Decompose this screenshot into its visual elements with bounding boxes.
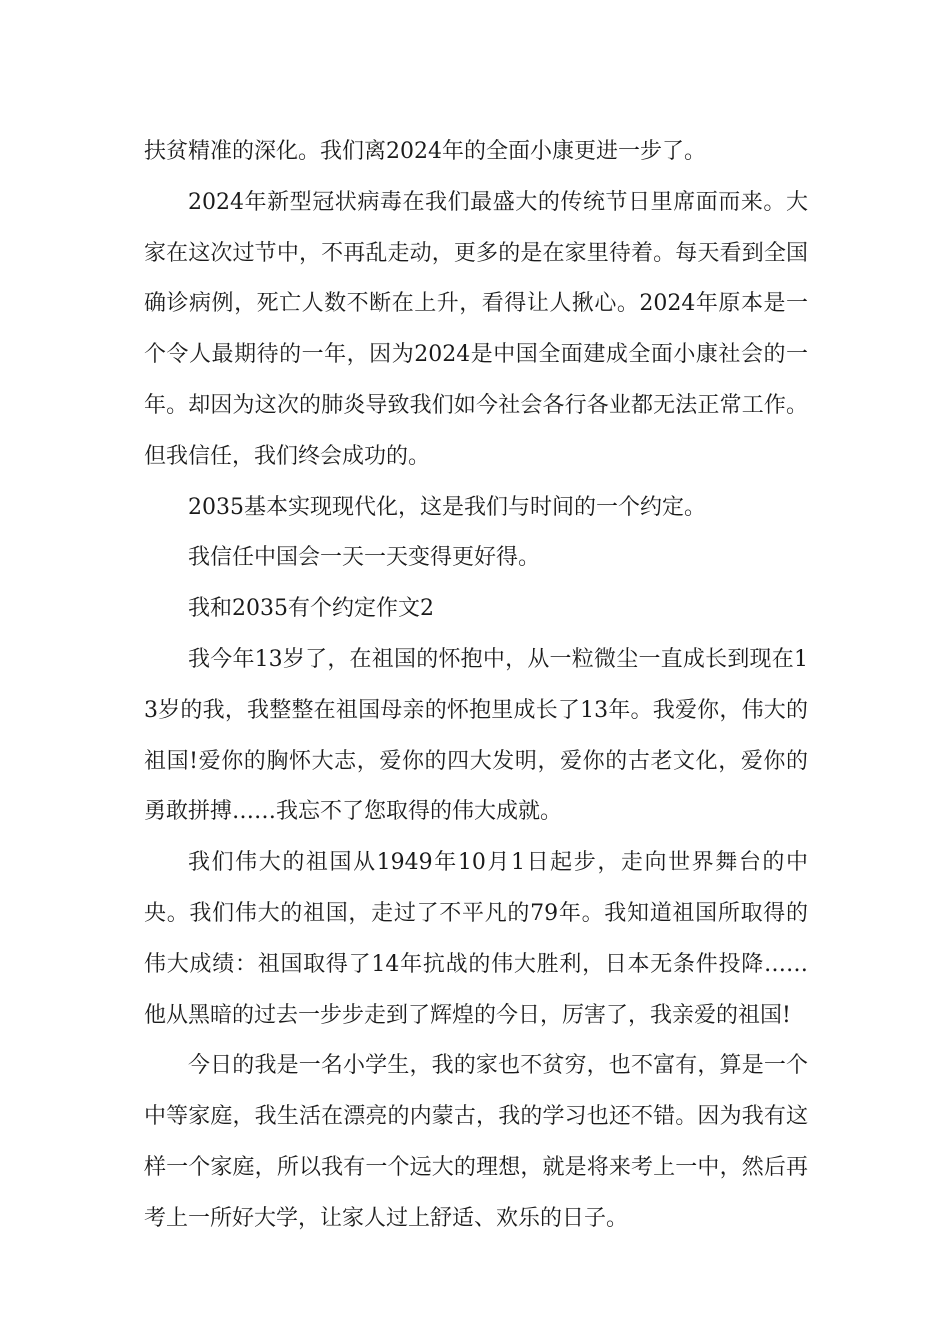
essay-heading: 我和2035有个约定作文2 (188, 596, 434, 622)
paragraph-2035-goal: 2035基本实现现代化，这是我们与时间的一个约定。 (188, 494, 706, 520)
paragraph-covid: 2024年新型冠状病毒在我们最盛大的传统节日里席面而来。大家在这次过节中，不再乱走动，更多的是在家里待着。每天看到全国确诊病例，死亡人数不断在上升，看得让人揪心。2024年原本是一个令人最期待的一年，因为2024是中国全面建成全面小康社会的一年。却因为这次的肺炎导致我们如今社会各行各业都无法正常工作。但我信任，我们终会成功的。 (144, 189, 808, 469)
paragraph-student: 今日的我是一名小学生，我的家也不贫穷，也不富有，算是一个中等家庭，我生活在漂亮的内蒙古，我的学习也还不错。因为我有这样一个家庭，所以我有一个远大的理想，就是将来考上一中，然后再考上一所好大学，让家人过上舒适、欢乐的日子。 (144, 1053, 808, 1231)
paragraph-history: 我们伟大的祖国从1949年10月1日起步，走向世界舞台的中央。我们伟大的祖国，走过了不平凡的79年。我知道祖国所取得的伟大成绩：祖国取得了14年抗战的伟大胜利，日本无条件投降……他从黑暗的过去一步步走到了辉煌的今日，厉害了，我亲爱的祖国! (144, 850, 808, 1028)
paragraph-continued: 扶贫精准的深化。我们离2024年的全面小康更进一步了。 (144, 139, 706, 164)
paragraph-age: 我今年13岁了，在祖国的怀抱中，从一粒微尘一直成长到现在13岁的我，我整整在祖国母亲的怀抱里成长了13年。我爱你，伟大的祖国!爱你的胸怀大志，爱你的四大发明，爱你的古老文化，爱你的勇敢拼搏……我忘不了您取得的伟大成就。 (144, 646, 808, 825)
paragraph-belief: 我信任中国会一天一天变得更好得。 (188, 545, 541, 571)
document-body (144, 127, 808, 1245)
